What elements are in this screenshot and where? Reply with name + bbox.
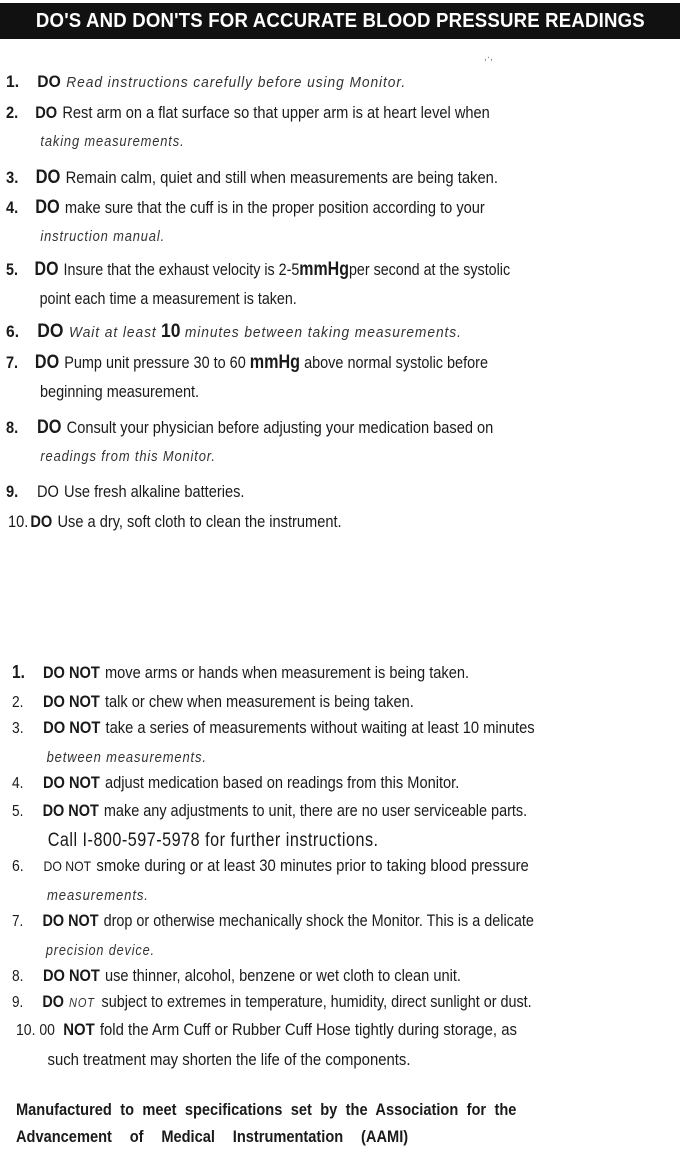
dont-number: 5.	[12, 803, 24, 820]
dont-number: 1.	[12, 662, 25, 682]
do-text: Rest arm on a flat surface so that upper arm is at heart level when	[62, 103, 490, 122]
dont-item-10	[16, 1015, 517, 1074]
dont-number: 10. 00	[16, 1022, 55, 1039]
do-item-10	[8, 507, 342, 536]
do-text-continued: readings from this Monitor.	[40, 448, 216, 465]
dont-text-continued: measurements.	[47, 887, 149, 904]
dont-keyword: DO NOT	[42, 692, 100, 711]
do-item-2	[6, 98, 490, 156]
do-number: 3.	[6, 168, 19, 187]
do-text-continued: beginning measurement.	[40, 382, 200, 401]
do-text-tail: minutes between taking measurements.	[184, 324, 462, 341]
dont-keyword: DO NOT	[42, 773, 100, 792]
do-keyword: DO	[36, 417, 62, 438]
do-number: 9.	[6, 482, 19, 501]
do-number: 8.	[6, 418, 19, 437]
do-text-tail: above normal systolic before	[304, 353, 489, 372]
dont-text-continued: between measurements.	[46, 749, 207, 766]
do-text-tail: per second at the systolic	[348, 260, 511, 279]
do-keyword: DO	[34, 352, 60, 373]
title-banner	[0, 3, 680, 39]
page-title: DO'S AND DON'TS FOR ACCURATE BLOOD PRESSURE READINGS	[35, 9, 645, 32]
dont-text: subject to extremes in temperature, humidity, direct sunlight or dust.	[101, 992, 532, 1011]
dont-number: 8.	[12, 968, 24, 985]
do-keyword: DO	[37, 321, 64, 342]
dont-keyword: NOT	[63, 1020, 95, 1039]
do-text: make sure that the cuff is in the proper position according to your	[64, 198, 485, 217]
do-text: Remain calm, quiet and still when measurements are being taken.	[65, 168, 499, 187]
dont-keyword: DO NOT	[43, 858, 92, 874]
do-text: Consult your physician before adjusting your medication based on	[66, 418, 494, 437]
dont-number: 9.	[12, 994, 24, 1011]
do-item-4	[6, 193, 485, 251]
do-text: Use a dry, soft cloth to clean the instrument.	[57, 512, 342, 531]
dont-text: use thinner, alcohol, benzene or wet cloth to clean unit.	[104, 966, 461, 985]
do-item-9	[6, 477, 244, 506]
do-item-5	[6, 255, 510, 313]
do-item-6	[6, 317, 462, 347]
dont-text: talk or chew when measurement is being taken.	[104, 692, 414, 711]
do-text: Use fresh alkaline batteries.	[64, 482, 245, 501]
dont-text: smoke during or at least 30 minutes prior to taking blood pressure	[96, 856, 529, 875]
do-keyword: DO	[36, 482, 59, 501]
do-keyword: DO	[34, 259, 59, 280]
dont-item-7	[12, 906, 534, 965]
footer-line-1: Manufactured to meet specifications set by the Association for the	[16, 1100, 517, 1119]
dont-text: fold the Arm Cuff or Rubber Cuff Hose tightly during storage, as	[99, 1020, 517, 1039]
dont-keyword: DO NOT	[42, 966, 100, 985]
dont-item-3	[12, 713, 535, 772]
do-item-7	[6, 348, 488, 406]
dont-number: 3.	[12, 720, 24, 737]
dont-item-4	[12, 768, 459, 798]
stray-mark: ,·,	[484, 52, 493, 63]
do-number: 2.	[6, 103, 19, 122]
do-value: 10	[161, 321, 181, 342]
dont-text: drop or otherwise mechanically shock the Monitor. This is a delicate	[103, 911, 534, 930]
do-keyword: DO	[35, 167, 61, 188]
dont-item-5	[12, 796, 527, 855]
do-number: 4.	[6, 198, 19, 217]
do-text-continued: taking measurements.	[40, 133, 185, 150]
do-keyword: DO	[35, 103, 58, 122]
do-keyword: DO	[37, 72, 61, 91]
dont-number: 2.	[12, 694, 24, 711]
dont-keyword: DO NOT	[43, 718, 101, 737]
dont-keyword-not: NOT	[69, 995, 95, 1010]
do-text: Read instructions carefully before using Monitor.	[66, 74, 407, 91]
do-number: 5.	[6, 260, 18, 279]
dont-number: 4.	[12, 775, 24, 792]
do-unit: mmHg	[249, 352, 301, 373]
dont-text-continued: such treatment may shorten the life of the components.	[47, 1050, 411, 1069]
do-keyword: DO	[30, 512, 53, 531]
dont-item-9	[12, 987, 532, 1017]
manufacturer-statement	[16, 1096, 575, 1150]
dont-item-1	[12, 658, 469, 687]
dont-keyword: DO NOT	[42, 663, 100, 682]
do-text: Pump unit pressure 30 to 60	[64, 353, 246, 372]
dont-number: 6.	[12, 858, 24, 875]
do-item-1	[6, 67, 406, 97]
dont-text-continued: precision device.	[45, 942, 155, 959]
dont-keyword: DO NOT	[42, 911, 99, 930]
dont-number: 7.	[12, 913, 24, 930]
dont-text-continued: Call I-800-597-5978 for further instructions.	[47, 830, 379, 851]
do-text: Wait at least	[69, 324, 157, 341]
do-item-3	[6, 163, 498, 192]
dont-keyword: DO	[42, 992, 64, 1011]
do-unit: mmHg	[299, 259, 349, 280]
do-text-continued: point each time a measurement is taken.	[39, 289, 297, 308]
dont-keyword: DO NOT	[42, 801, 99, 820]
do-number: 1.	[6, 72, 20, 91]
do-number: 7.	[6, 353, 19, 372]
dont-text: adjust medication based on readings from this Monitor.	[104, 773, 460, 792]
do-number: 10.	[8, 512, 29, 531]
footer-line-2: Advancement of Medical Instrumentation (AAMI)	[16, 1127, 409, 1146]
dont-item-6	[12, 851, 529, 910]
do-text-continued: instruction manual.	[40, 228, 166, 245]
do-item-8	[6, 413, 493, 471]
do-text: Insure that the exhaust velocity is 2-5	[63, 260, 300, 279]
dont-text: take a series of measurements without waiting at least 10 minutes	[105, 718, 535, 737]
do-number: 6.	[6, 322, 20, 341]
dont-text: make any adjustments to unit, there are no user serviceable parts.	[103, 801, 528, 820]
do-keyword: DO	[35, 197, 60, 218]
dont-text: move arms or hands when measurement is being taken.	[104, 663, 470, 682]
